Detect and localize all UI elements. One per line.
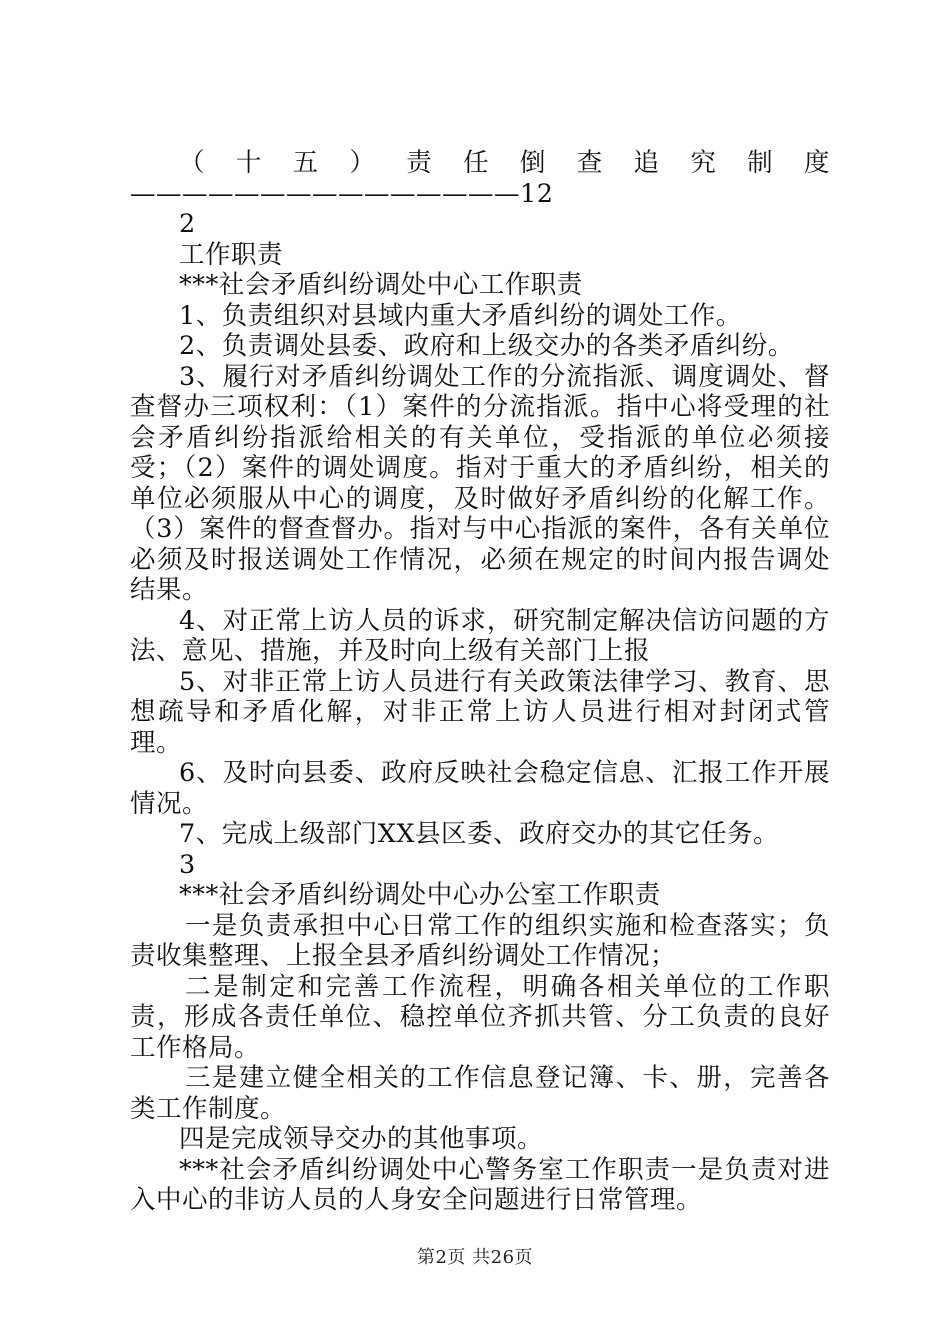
office-duty-item-4: 四是完成领导交办的其他事项。 xyxy=(179,1124,544,1154)
section-title: 工作职责 xyxy=(179,239,284,270)
police-duty-paragraph: ***社会矛盾纠纷调处中心警务室工作职责一是负责对进入中心的非访人员的人身安全问题进行日常管理。 xyxy=(130,1154,830,1215)
page-marker: 2 xyxy=(179,209,196,239)
duty-item-5: 5、对非正常上访人员进行有关政策法律学习、教育、思想疏导和矛盾化解，对非正常上访人员进行相对封闭式管理。 xyxy=(130,666,830,758)
duty-item-1: 1、负责组织对县域内重大矛盾纠纷的调处工作。 xyxy=(179,300,742,331)
center-duty-heading: ***社会矛盾纠纷调处中心工作职责 xyxy=(179,270,583,300)
toc-entry-15: （十五）责任倒查追究制度———————————————12 xyxy=(130,148,830,209)
duty-item-2: 2、负责调处县委、政府和上级交办的各类矛盾纠纷。 xyxy=(179,331,794,361)
page-footer xyxy=(0,1243,950,1269)
duty-item-4: 4、对正常上访人员的诉求，研究制定解决信访问题的方法、意见、措施，并及时向上级有关部门上报 xyxy=(130,605,830,666)
office-duty-heading: ***社会矛盾纠纷调处中心办公室工作职责 xyxy=(179,880,661,910)
office-duty-item-1: 一是负责承担中心日常工作的组织实施和检查落实；负责收集整理、上报全县矛盾纠纷调处工作情况； xyxy=(130,910,830,971)
page-marker: 3 xyxy=(179,849,196,880)
office-duty-item-3: 三是建立健全相关的工作信息登记簿、卡、册，完善各类工作制度。 xyxy=(130,1063,830,1124)
office-duty-item-2: 二是制定和完善工作流程，明确各相关单位的工作职责，形成各责任单位、稳控单位齐抓共管、分工负责的良好工作格局。 xyxy=(130,971,830,1063)
duty-item-6: 6、及时向县委、政府反映社会稳定信息、汇报工作开展情况。 xyxy=(130,758,830,819)
document-body xyxy=(130,148,830,1216)
page-number-label: 第2页 共26页 xyxy=(416,1247,534,1268)
duty-item-7: 7、完成上级部门XX县区委、政府交办的其它任务。 xyxy=(179,819,780,849)
duty-item-3: 3、履行对矛盾纠纷调处工作的分流指派、调度调处、督查督办三项权利：（1）案件的分流指派。指中心将受理的社会矛盾纠纷指派给相关的有关单位，受指派的单位必须接受；（2）案件的调处调度。指对于重大的矛盾纠纷，相关的单位必须服从中心的调度，及时做好矛盾纠纷的化解工作。（3）案件的督查督办。指对与中心指派的案件，各有关单位必须及时报送调处工作情况，必须在规定的时间内报告调处结果。 xyxy=(130,361,830,605)
